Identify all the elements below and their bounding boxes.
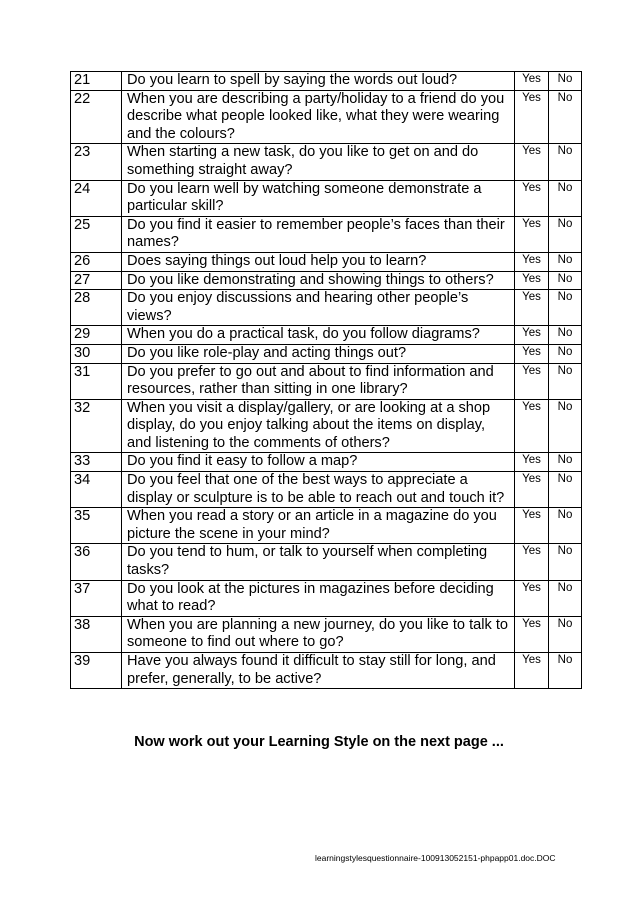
no-option[interactable]: No bbox=[549, 580, 582, 616]
yes-option[interactable]: Yes bbox=[515, 271, 549, 290]
question-row bbox=[71, 252, 582, 271]
question-text: When you visit a display/gallery, or are looking at a shop display, do you enjoy talking about the items on display, and listening to the comments of others? bbox=[122, 399, 515, 453]
yes-option[interactable]: Yes bbox=[515, 399, 549, 453]
no-option[interactable]: No bbox=[549, 616, 582, 652]
no-option[interactable]: No bbox=[549, 252, 582, 271]
no-option[interactable]: No bbox=[549, 326, 582, 345]
yes-option[interactable]: Yes bbox=[515, 544, 549, 580]
question-text: Do you enjoy discussions and hearing other people’s views? bbox=[122, 290, 515, 326]
yes-option[interactable]: Yes bbox=[515, 72, 549, 91]
question-row bbox=[71, 653, 582, 689]
question-text: When starting a new task, do you like to get on and do something straight away? bbox=[122, 144, 515, 180]
footer-note: Now work out your Learning Style on the next page ... bbox=[134, 734, 504, 750]
yes-option[interactable]: Yes bbox=[515, 216, 549, 252]
no-option[interactable]: No bbox=[549, 290, 582, 326]
no-option[interactable]: No bbox=[549, 216, 582, 252]
no-option[interactable]: No bbox=[549, 399, 582, 453]
no-option[interactable]: No bbox=[549, 344, 582, 363]
no-option[interactable]: No bbox=[549, 544, 582, 580]
no-option[interactable]: No bbox=[549, 271, 582, 290]
yes-option[interactable]: Yes bbox=[515, 326, 549, 345]
yes-option[interactable]: Yes bbox=[515, 580, 549, 616]
yes-option[interactable]: Yes bbox=[515, 453, 549, 472]
question-text: When you are describing a party/holiday to a friend do you describe what people looked like, what they were wearing and the colours? bbox=[122, 90, 515, 144]
question-text: Do you prefer to go out and about to find information and resources, rather than sitting in one library? bbox=[122, 363, 515, 399]
no-option[interactable]: No bbox=[549, 508, 582, 544]
question-row bbox=[71, 580, 582, 616]
question-number: 26 bbox=[71, 252, 122, 271]
no-option[interactable]: No bbox=[549, 72, 582, 91]
question-text: Have you always found it difficult to stay still for long, and prefer, generally, to be active? bbox=[122, 653, 515, 689]
question-number: 32 bbox=[71, 399, 122, 453]
question-number: 35 bbox=[71, 508, 122, 544]
question-row bbox=[71, 90, 582, 144]
questionnaire-table bbox=[70, 71, 582, 689]
question-text: Do you feel that one of the best ways to appreciate a display or sculpture is to be able to reach out and touch it? bbox=[122, 472, 515, 508]
question-row bbox=[71, 363, 582, 399]
question-text: Do you look at the pictures in magazines before deciding what to read? bbox=[122, 580, 515, 616]
yes-option[interactable]: Yes bbox=[515, 653, 549, 689]
question-row bbox=[71, 508, 582, 544]
no-option[interactable]: No bbox=[549, 653, 582, 689]
question-number: 27 bbox=[71, 271, 122, 290]
question-number: 29 bbox=[71, 326, 122, 345]
question-row bbox=[71, 290, 582, 326]
question-row bbox=[71, 616, 582, 652]
question-text: When you are planning a new journey, do you like to talk to someone to find out where to go? bbox=[122, 616, 515, 652]
yes-option[interactable]: Yes bbox=[515, 344, 549, 363]
no-option[interactable]: No bbox=[549, 180, 582, 216]
yes-option[interactable]: Yes bbox=[515, 144, 549, 180]
question-number: 33 bbox=[71, 453, 122, 472]
question-row bbox=[71, 453, 582, 472]
question-text: Do you like role-play and acting things out? bbox=[122, 344, 515, 363]
yes-option[interactable]: Yes bbox=[515, 616, 549, 652]
question-number: 21 bbox=[71, 72, 122, 91]
no-option[interactable]: No bbox=[549, 472, 582, 508]
question-number: 23 bbox=[71, 144, 122, 180]
yes-option[interactable]: Yes bbox=[515, 252, 549, 271]
question-text: Do you learn to spell by saying the words out loud? bbox=[122, 72, 515, 91]
yes-option[interactable]: Yes bbox=[515, 90, 549, 144]
yes-option[interactable]: Yes bbox=[515, 508, 549, 544]
no-option[interactable]: No bbox=[549, 363, 582, 399]
question-number: 24 bbox=[71, 180, 122, 216]
question-text: When you read a story or an article in a magazine do you picture the scene in your mind? bbox=[122, 508, 515, 544]
question-row bbox=[71, 72, 582, 91]
question-number: 25 bbox=[71, 216, 122, 252]
no-option[interactable]: No bbox=[549, 453, 582, 472]
document-filename: learningstylesquestionnaire-100913052151-phpapp01.doc.DOC bbox=[315, 853, 556, 863]
question-row bbox=[71, 144, 582, 180]
question-row bbox=[71, 271, 582, 290]
question-number: 37 bbox=[71, 580, 122, 616]
yes-option[interactable]: Yes bbox=[515, 363, 549, 399]
yes-option[interactable]: Yes bbox=[515, 472, 549, 508]
question-number: 36 bbox=[71, 544, 122, 580]
question-row bbox=[71, 399, 582, 453]
question-row bbox=[71, 472, 582, 508]
question-text: Does saying things out loud help you to learn? bbox=[122, 252, 515, 271]
yes-option[interactable]: Yes bbox=[515, 290, 549, 326]
question-row bbox=[71, 216, 582, 252]
yes-option[interactable]: Yes bbox=[515, 180, 549, 216]
question-rows bbox=[71, 72, 582, 689]
question-text: Do you find it easy to follow a map? bbox=[122, 453, 515, 472]
question-row bbox=[71, 344, 582, 363]
question-text: Do you find it easier to remember people’s faces than their names? bbox=[122, 216, 515, 252]
question-row bbox=[71, 544, 582, 580]
question-text: Do you like demonstrating and showing things to others? bbox=[122, 271, 515, 290]
question-text: Do you learn well by watching someone demonstrate a particular skill? bbox=[122, 180, 515, 216]
question-number: 38 bbox=[71, 616, 122, 652]
question-number: 28 bbox=[71, 290, 122, 326]
question-number: 39 bbox=[71, 653, 122, 689]
question-row bbox=[71, 326, 582, 345]
question-row bbox=[71, 180, 582, 216]
no-option[interactable]: No bbox=[549, 144, 582, 180]
question-text: Do you tend to hum, or talk to yourself when completing tasks? bbox=[122, 544, 515, 580]
question-number: 30 bbox=[71, 344, 122, 363]
question-number: 31 bbox=[71, 363, 122, 399]
question-text: When you do a practical task, do you follow diagrams? bbox=[122, 326, 515, 345]
question-number: 34 bbox=[71, 472, 122, 508]
no-option[interactable]: No bbox=[549, 90, 582, 144]
question-number: 22 bbox=[71, 90, 122, 144]
